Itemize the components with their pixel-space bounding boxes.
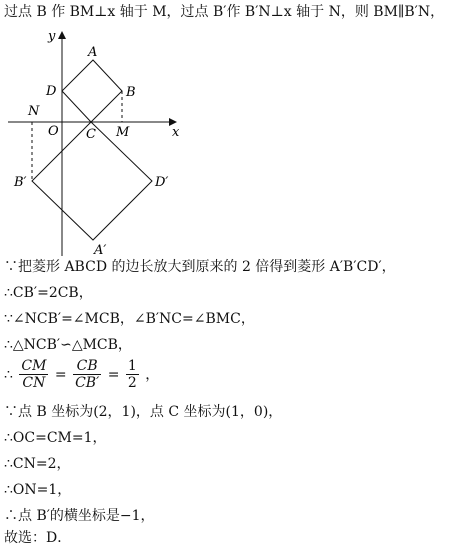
label-b: B — [126, 85, 136, 100]
fraction-2-denominator: CB′ — [75, 375, 100, 391]
solution-line-7: ∴OC=CM=1， — [4, 430, 107, 446]
solution-line-2: ∴CB′=2CB， — [4, 285, 93, 301]
label-d-prime: D′ — [155, 175, 169, 190]
label-o: O — [48, 124, 59, 139]
label-c: C — [86, 127, 96, 142]
label-b-prime: B′ — [14, 175, 27, 190]
solution-line-9: ∴ON=1， — [4, 482, 72, 498]
label-d: D — [46, 84, 57, 99]
label-n: N — [28, 104, 40, 119]
equals-sign-2: = — [107, 366, 120, 383]
fraction-cb-cb2 — [73, 358, 101, 391]
label-x: x — [172, 125, 180, 140]
solution-line-10: ∴点 B′的横坐标是−1， — [4, 508, 155, 524]
solution-line-4: ∴△NCB′∽△MCB， — [4, 337, 132, 353]
solution-line-3: ∵∠NCB′=∠MCB，∠B′NC=∠BMC， — [4, 311, 255, 327]
equals-sign-1: = — [54, 366, 67, 383]
label-y: y — [48, 29, 56, 44]
solution-line-1: ∵把菱形 ABCD 的边长放大到原来的 2 倍得到菱形 A′B′CD′， — [4, 259, 396, 275]
rhombus-abcd — [62, 60, 122, 122]
solution-line-6: ∵点 B 坐标为(2，1)，点 C 坐标为(1，0)， — [4, 404, 283, 420]
fraction-cm-cn — [19, 358, 48, 391]
fraction-prefix: ∴ — [4, 366, 13, 383]
label-a: A — [88, 45, 98, 60]
fraction-suffix: ， — [145, 366, 160, 383]
fraction-3-numerator: 1 — [127, 358, 137, 374]
label-a-prime: A′ — [94, 243, 107, 258]
fraction-2-numerator: CB — [73, 358, 101, 375]
fraction-3-denominator: 2 — [127, 375, 137, 391]
intro-line: 过点 B 作 BM⊥x 轴于 M，过点 B′作 B′N⊥x 轴于 N，则 BM∥B′N， — [4, 4, 445, 20]
rhombus-figure — [0, 26, 200, 258]
fraction-1-denominator: CN — [22, 375, 46, 391]
label-m: M — [116, 125, 130, 140]
fraction-line — [4, 358, 159, 391]
fraction-one-half — [126, 358, 139, 391]
answer-line: 故选：D． — [4, 530, 72, 546]
solution-line-8: ∴CN=2， — [4, 456, 71, 472]
fraction-1-numerator: CM — [21, 358, 47, 374]
